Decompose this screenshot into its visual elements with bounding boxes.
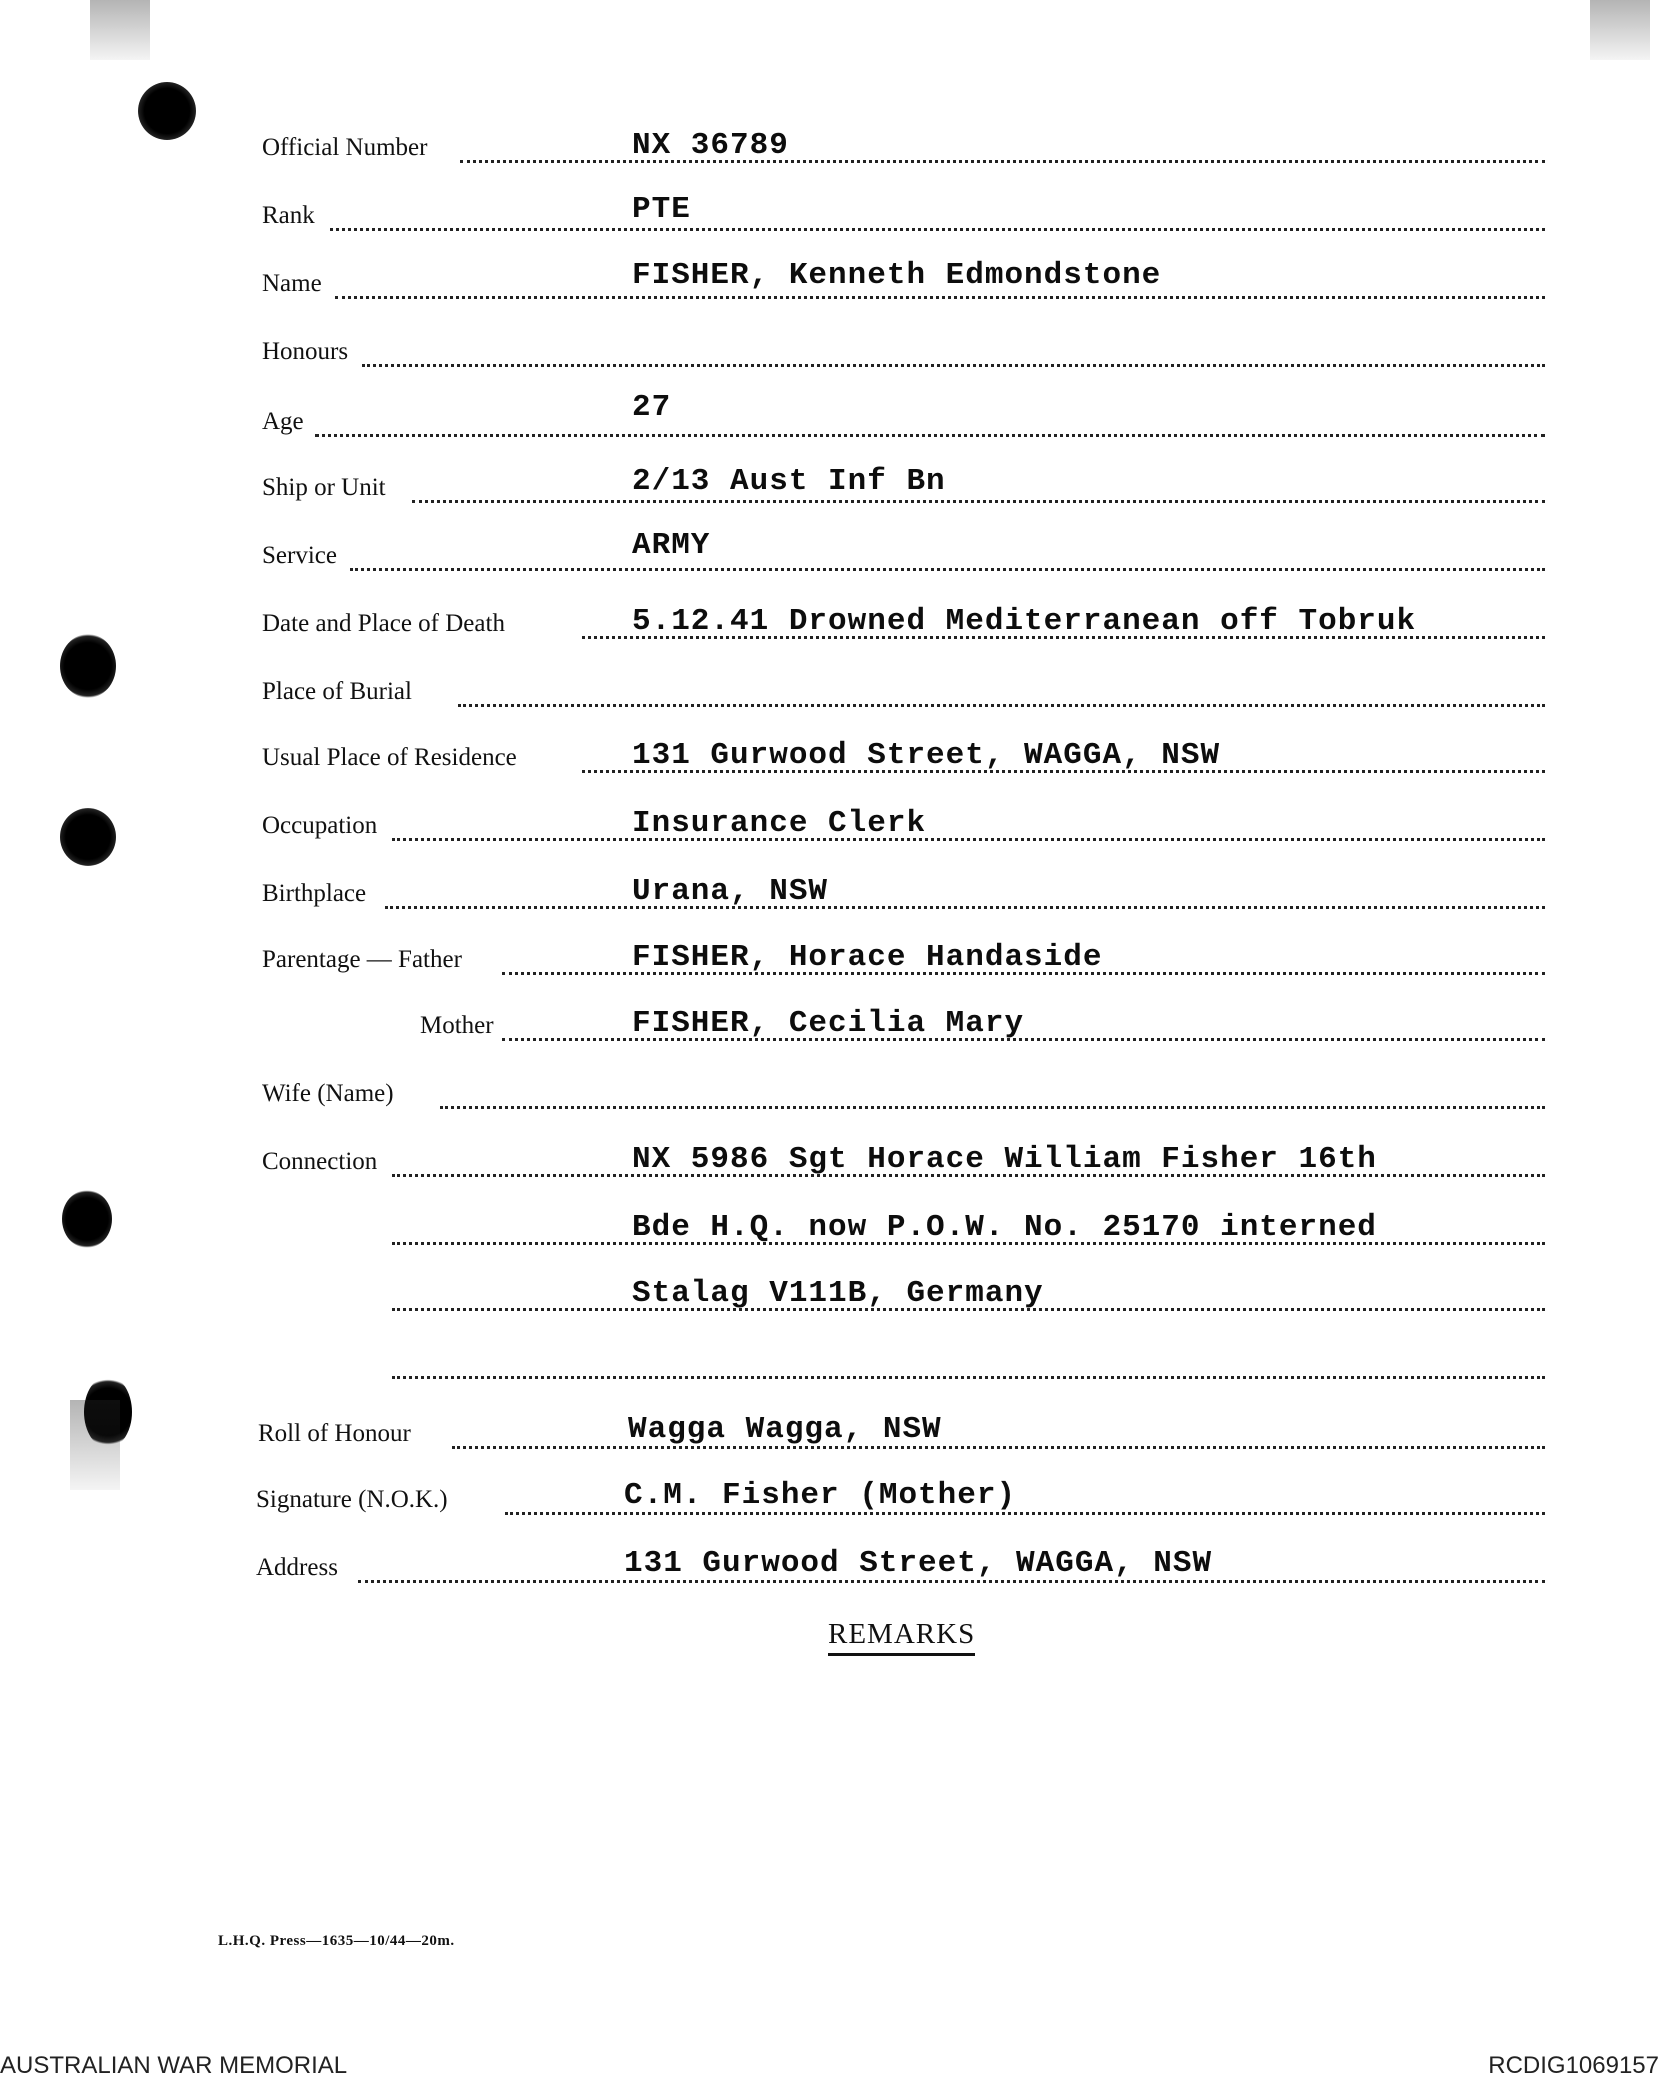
field-address (0, 1548, 1659, 1598)
field-signature (0, 1480, 1659, 1530)
field-mother (0, 1006, 1659, 1056)
wife-label: Wife (Name) (262, 1080, 394, 1107)
birthplace-label: Birthplace (262, 880, 367, 907)
official-number-label: Official Number (262, 134, 428, 161)
signature-value: C.M. Fisher (Mother) (624, 1478, 1017, 1513)
service-value: ARMY (632, 528, 711, 563)
occupation-label: Occupation (262, 812, 378, 839)
ship-or-unit-label: Ship or Unit (262, 474, 386, 501)
dotted-line (440, 1106, 1545, 1109)
rank-value: PTE (632, 192, 691, 227)
name-value: FISHER, Kenneth Edmondstone (632, 258, 1162, 293)
field-connection-cont (0, 1210, 1659, 1260)
field-service (0, 528, 1659, 586)
footer-archive-name: AUSTRALIAN WAR MEMORIAL (0, 2052, 348, 2079)
roll-of-honour-value: Wagga Wagga, NSW (628, 1412, 942, 1447)
connection-line-3: Stalag V111B, Germany (632, 1276, 1044, 1311)
mother-label: Mother (420, 1012, 494, 1039)
age-label: Age (262, 408, 304, 435)
roll-of-honour-label: Roll of Honour (258, 1420, 411, 1447)
field-official-number (0, 130, 1659, 180)
residence-label: Usual Place of Residence (262, 744, 517, 771)
age-value: 27 (632, 390, 672, 425)
dotted-line (330, 228, 1545, 231)
place-of-burial-label: Place of Burial (262, 678, 412, 705)
field-roll-of-honour (0, 1414, 1659, 1464)
connection-line-2: Bde H.Q. now P.O.W. No. 25170 interned (632, 1210, 1377, 1245)
dotted-line (385, 906, 1545, 909)
mother-value: FISHER, Cecilia Mary (632, 1006, 1025, 1041)
field-birthplace (0, 874, 1659, 924)
birthplace-value: Urana, NSW (632, 874, 829, 909)
father-label: Parentage — Father (262, 946, 462, 973)
scan-smudge-top (90, 0, 150, 60)
field-date-place-death (0, 604, 1659, 654)
field-rank (0, 192, 1659, 248)
field-age (0, 390, 1659, 452)
field-occupation (0, 806, 1659, 856)
remarks-heading: REMARKS (828, 1618, 975, 1656)
name-label: Name (262, 270, 322, 297)
field-connection-cont (0, 1344, 1659, 1394)
footer-record-id: RCDIG1069157 (1488, 2052, 1659, 2079)
date-place-death-label: Date and Place of Death (262, 610, 505, 637)
address-value: 131 Gurwood Street, WAGGA, NSW (624, 1546, 1213, 1581)
field-residence (0, 738, 1659, 788)
connection-line-1: NX 5986 Sgt Horace William Fisher 16th (632, 1142, 1377, 1177)
dotted-line (335, 296, 1545, 299)
ship-or-unit-value: 2/13 Aust Inf Bn (632, 464, 946, 499)
printer-imprint: L.H.Q. Press—1635—10/44—20m. (218, 1933, 455, 1949)
honours-label: Honours (262, 338, 349, 365)
dotted-line (392, 838, 1545, 841)
father-value: FISHER, Horace Handaside (632, 940, 1103, 975)
dotted-line (315, 434, 1545, 437)
field-wife (0, 1074, 1659, 1124)
field-honours (0, 334, 1659, 384)
field-connection (0, 1142, 1659, 1192)
dotted-line (392, 1376, 1545, 1379)
connection-label: Connection (262, 1148, 378, 1175)
dotted-line (412, 500, 1545, 503)
occupation-value: Insurance Clerk (632, 806, 927, 841)
service-label: Service (262, 542, 337, 569)
address-label: Address (256, 1554, 338, 1581)
field-connection-cont (0, 1276, 1659, 1326)
signature-label: Signature (N.O.K.) (256, 1486, 448, 1513)
date-place-death-value: 5.12.41 Drowned Mediterranean off Tobruk (632, 604, 1417, 639)
residence-value: 131 Gurwood Street, WAGGA, NSW (632, 738, 1221, 773)
dotted-line (452, 1446, 1545, 1449)
dotted-line (350, 568, 1545, 571)
field-ship-or-unit (0, 464, 1659, 518)
scan-smudge-top-right (1590, 0, 1650, 60)
rank-label: Rank (262, 202, 315, 229)
dotted-line (460, 160, 1545, 163)
field-place-of-burial (0, 672, 1659, 722)
dotted-line (458, 704, 1545, 707)
field-name (0, 258, 1659, 316)
dotted-line (362, 364, 1545, 367)
field-father (0, 940, 1659, 990)
official-number-value: NX 36789 (632, 128, 789, 163)
